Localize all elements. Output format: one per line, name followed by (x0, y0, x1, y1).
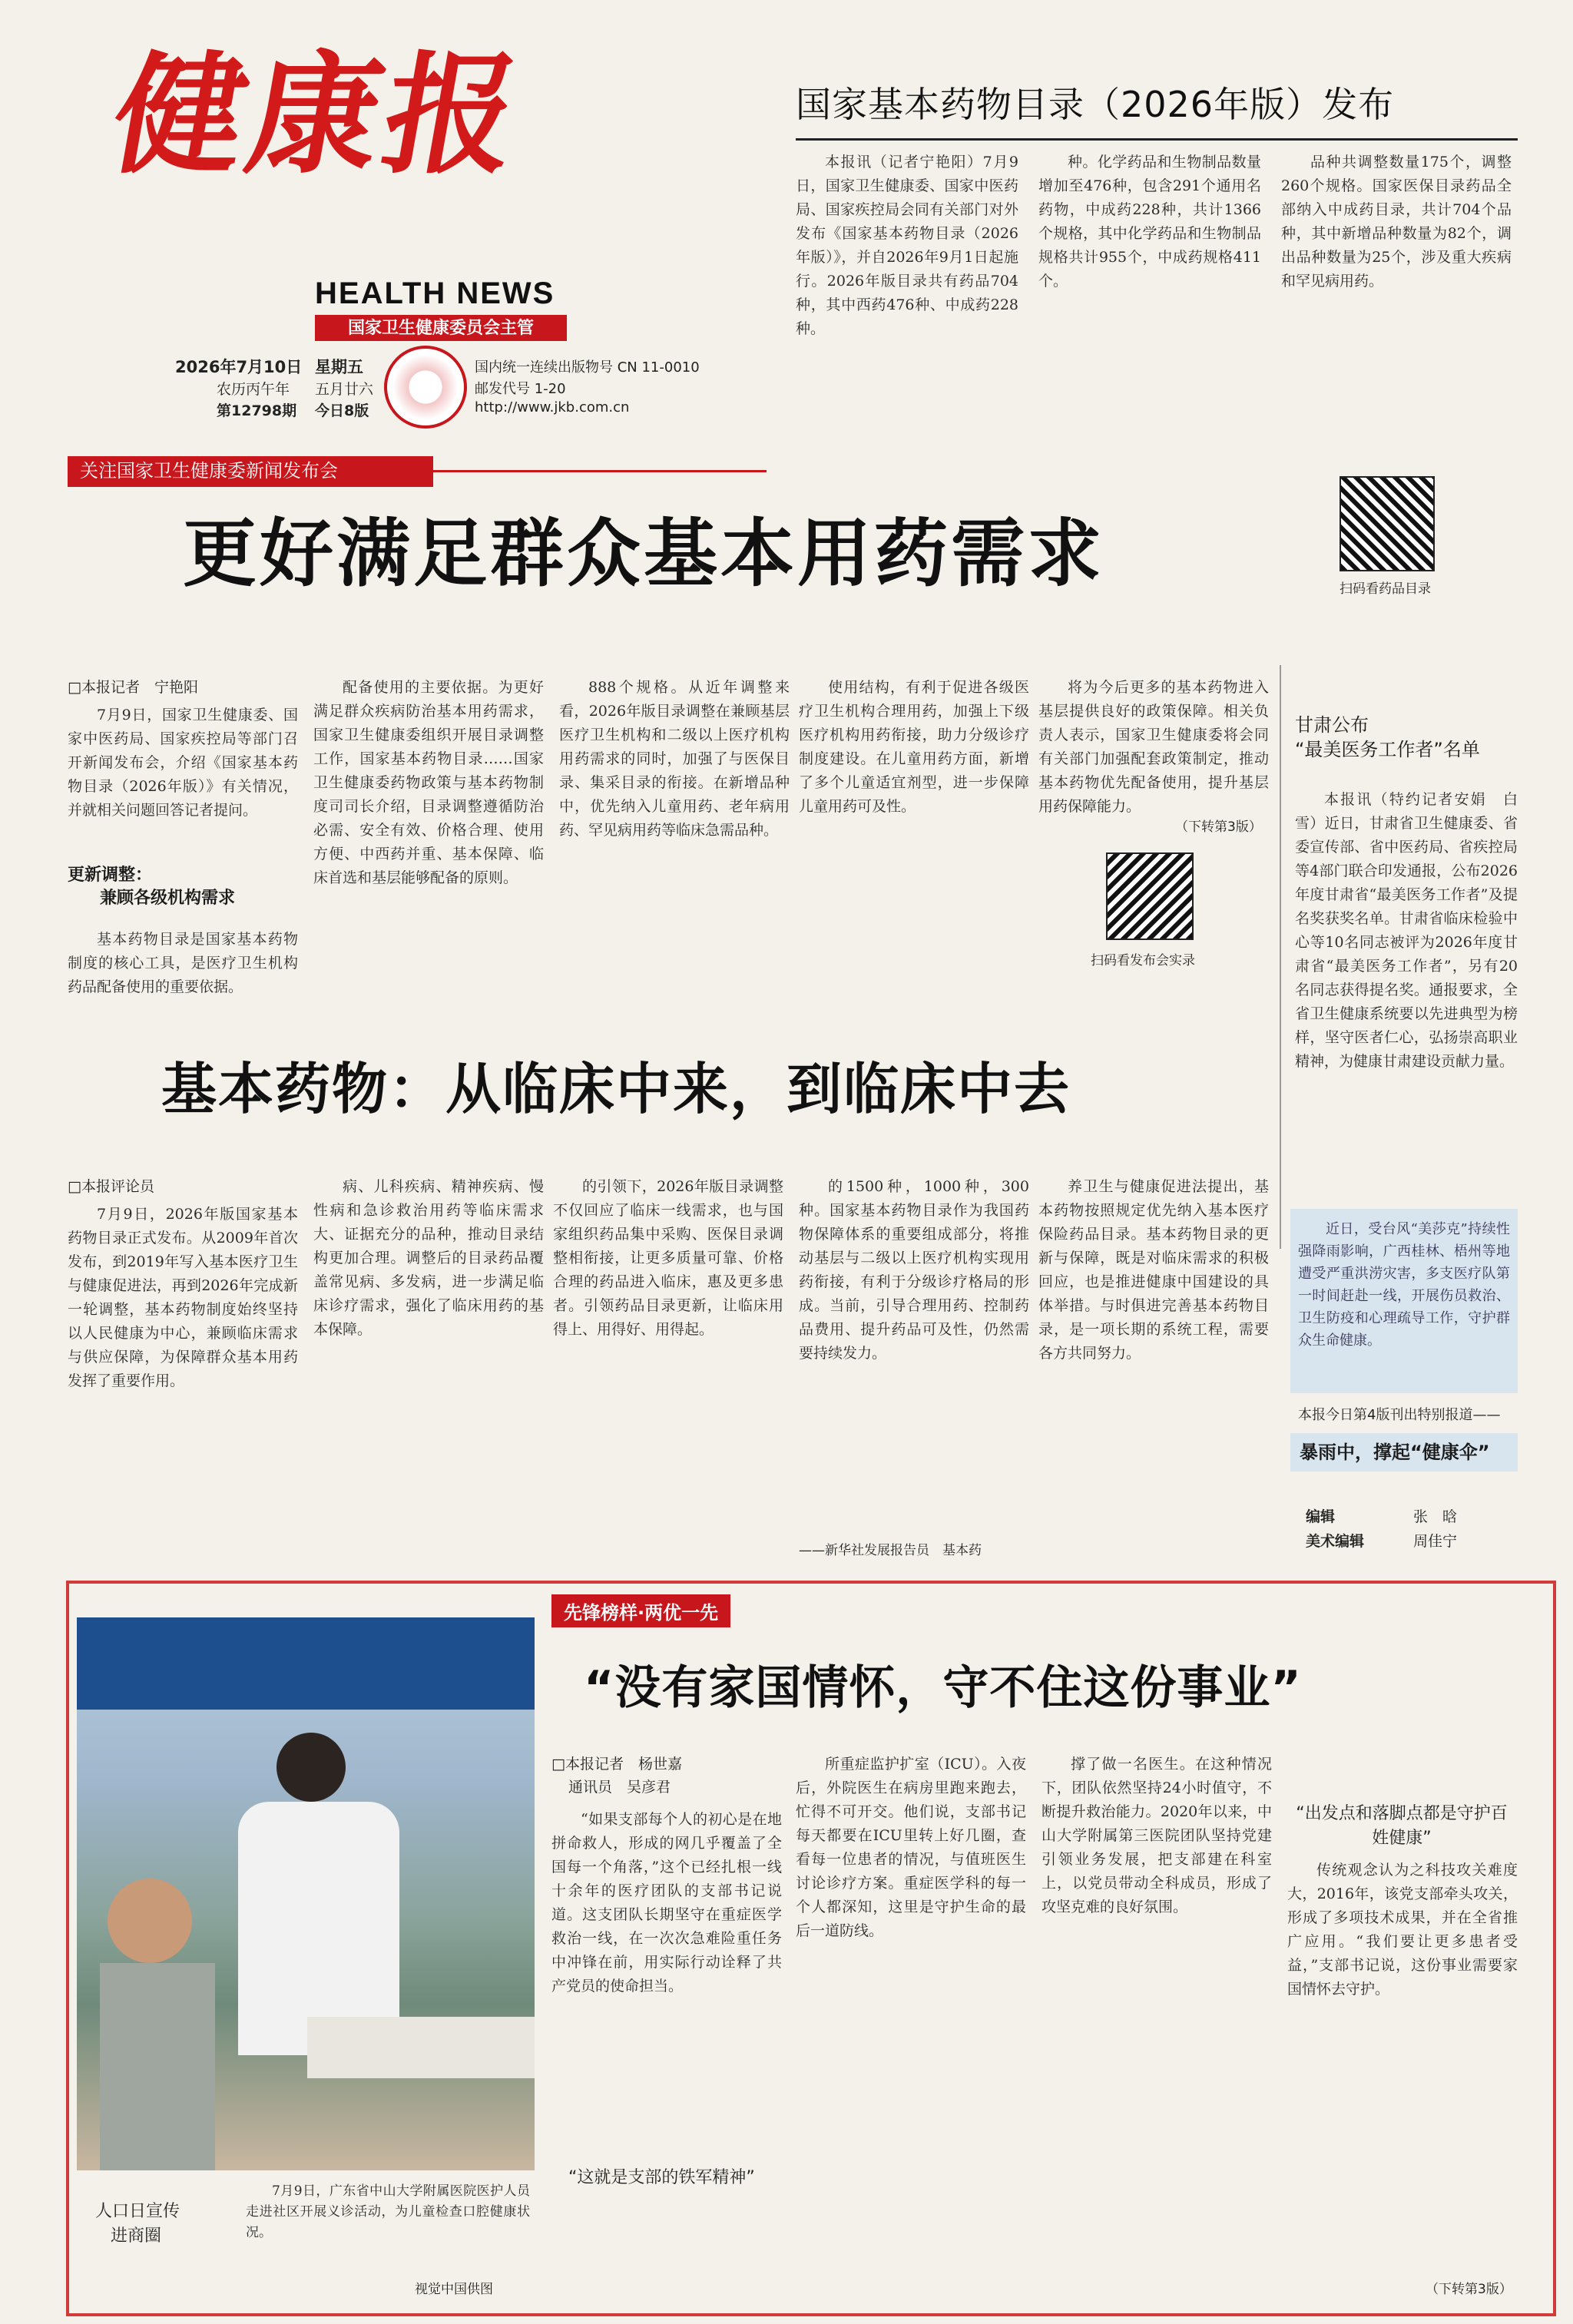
sidebar2-quote: 近日，受台风“美莎克”持续性强降雨影响，广西桂林、梧州等地遭受严重洪涝灾害，多支医疗队第一时间赶赴一线，开展伤员救治、卫生防疫和心理疏导工作，守护群众生命健康。 (1298, 1221, 1510, 1349)
feature-col1: “如果支部每个人的初心是在地拼命救人，形成的网几乎覆盖了全国每一个角落，”这个已经扎根一线十余年的医疗团队的支部书记说道。这支团队长期坚守在重症医学救治一线，在一次次急难险重任务中冲锋在前，用实际行动诠释了共产党员的使命担当。 (551, 1811, 782, 1995)
article2-col1: 7月9日，2026年版国家基本药物目录正式发布。从2009年首次发布，到2019年写入基本医疗卫生与健康促进法，再到2026年完成新一轮调整，基本药物制度始终坚持以人民健康为中心，兼顾临床需求与供应保障，为保障群众基本用药发挥了重要作用。 (68, 1206, 298, 1389)
page-count: 今日8版 (315, 402, 369, 419)
article1-col1b: 基本药物目录是国家基本药物制度的核心工具，是医疗卫生机构药品配备使用的重要依据。 (68, 931, 298, 995)
sidebar2-link[interactable]: 暴雨中，撑起“健康伞” (1290, 1433, 1518, 1472)
article1-col4: 使用结构，有利于促进各级医疗卫生机构合理用药，加强上下级医疗机构用药衔接，助力分级诊疗制度建设。在儿童用药方面，新增了多个儿童适宜剂型，进一步保障儿童用药可及性。 (799, 679, 1029, 815)
sidebar2-quote-box (1290, 1209, 1518, 1393)
lunar-year: 农历丙午年 (217, 381, 290, 398)
doctor-head (277, 1733, 346, 1802)
feature-byline-1: □本报记者 杨世嘉 (551, 1756, 682, 1773)
article2-signoff: ——新华社发展报告员 基本药 (799, 1543, 982, 1558)
article1-continued: （下转第3版） (1175, 819, 1262, 835)
photo-credit: 视觉中国供图 (415, 2282, 493, 2297)
article1-byline: □本报记者 宁艳阳 (68, 679, 198, 696)
website-link[interactable]: http://www.jkb.com.cn (475, 399, 630, 415)
top-story-col2: 种。化学药品和生物制品数量增加至476种，包含291个通用名药物，中成药228种，共计1366个规格，其中化学药品和生物制品规格共计955个，中成药规格411个。 (1038, 154, 1261, 290)
article1-col3: 888个规格。从近年调整来看，2026年版目录调整在兼顾基层医疗卫生机构和二级以上医疗机构用药需求的同时，加强了与医保目录、集采目录的衔接。在新增品种中，优先纳入儿童用药、老年病用药、罕见病用药等临床急需品种。 (559, 679, 790, 839)
proof-label: 美术编辑 (1306, 1533, 1365, 1550)
editor-name: 张 晗 (1413, 1508, 1458, 1525)
feature-continued: （下转第3版） (1426, 2282, 1512, 2297)
top-story-headline: 国家基本药物目录（2026年版）发布 (796, 84, 1395, 125)
article2-col2: 病、儿科疾病、精神疾病、慢性病和急诊救治用药等临床需求大、证据充分的品种，推动目录结构更加合理。调整后的目录药品覆盖常见病、多发病，进一步满足临床诊疗需求，强化了临床用药的基本保障。 (313, 1178, 544, 1338)
sidebar1-body: 本报讯（特约记者安娟 白雪）近日，甘肃省卫生健康委、省委宣传部、省中医药局、省疾控局等4部门联合印发通报，公布2026年度甘肃省“最美医务工作者”及提名奖获奖名单。甘肃省临床检验中心等10名同志被评为2026年度甘肃省“最美医务工作者”，另有20名同志获得提名奖。通报要求，全省卫生健康系统要以先进典型为榜样，坚守医者仁心，弘扬崇高职业精神，为健康甘肃建设贡献力量。 (1295, 791, 1518, 1070)
emblem-icon (384, 346, 467, 429)
article1-col1: 7月9日，国家卫生健康委、国家中医药局、国家疾控局等部门召开新闻发布会，介绍《国家基本药物目录（2026年版）》有关情况，并就相关问题回答记者提问。 (68, 707, 298, 819)
article2-col5: 养卫生与健康促进法提出，基本药物按照规定优先纳入基本医疗保险药品目录。基本药物目录的更新与保障，既是对临床需求的积极回应，也是推进健康中国建设的具体举措。与时俱进完善基本药物目录，是一项长期的系统工程，需要各方共同努力。 (1038, 1178, 1269, 1362)
top-story-col1: 本报讯（记者宁艳阳）7月9日，国家卫生健康委、国家中医药局、国家疾控局会同有关部门对外发布《国家基本药物目录（2026年版）》，并自2026年9月1日起施行。2026年版目录共有药品704种，其中西药476种、中成药228种。 (796, 154, 1018, 337)
qr-caption-2: 扫码看发布会实录 (1091, 953, 1195, 968)
feature-col2: 所重症监护扩室（ICU）。入夜后，外院医生在病房里跑来跑去，忙得不可开交。他们说，支部书记每天都要在ICU里转上好几圈，查看每一位患者的情况，与值班医生讨论诊疗方案。重症医学科的每一个人都深知，这里是守护生命的最后一道防线。 (796, 1756, 1026, 1939)
feature-subhead-1: “出发点和落脚点都是守护百姓健康” (1296, 1804, 1508, 1848)
sidebar1-title2: “最美医务工作者”名单 (1295, 739, 1480, 760)
feature-col4: 传统观念认为之科技攻关难度大，2016年，该党支部牵头攻关，形成了多项技术成果，并在全省推广应用。“我们要让更多患者受益，”支部书记说，这份事业需要家国情怀去守护。 (1287, 1862, 1518, 1998)
cn-number: 国内统一连续出版物号 CN 11-0010 (475, 359, 700, 376)
masthead-logo: 健康报 (101, 38, 535, 192)
article2-col4: 的1500种，1000种，300种。国家基本药物目录作为我国药物保障体系的重要组成部分，将推动基层与二级以上医疗机构实现用药衔接，有利于分级诊疗格局的形成。当前，引导合理用药、控制药品费用、提升药品可及性，仍然需要持续发力。 (799, 1178, 1029, 1362)
section-bar: 关注国家卫生健康委新闻发布会 (68, 456, 433, 487)
article1-col2: 配备使用的主要依据。为更好满足群众疾病防治基本用药需求，国家卫生健康委组织开展目录调整工作，国家基本药物目录……国家卫生健康委药物政策与基本药物制度司司长介绍，目录调整遵循防治必需、安全有效、价格合理、使用方便、中西药并重、基本保障、临床首选和基层能够配备的原则。 (313, 679, 544, 886)
article2-byline: □本报评论员 (68, 1178, 154, 1195)
masthead-sponsor: 国家卫生健康委员会主管 (315, 315, 567, 341)
article1-subhead2: 兼顾各级机构需求 (100, 889, 236, 908)
top-story-rule (796, 138, 1518, 141)
column-divider (1280, 665, 1281, 1249)
tent-canopy (77, 1617, 535, 1710)
issue-number: 第12798期 (217, 402, 297, 419)
child-head (108, 1879, 192, 1963)
lunar-day: 五月廿六 (315, 381, 374, 398)
photo-caption: 7月9日，广东省中山大学附属医院医护人员走进社区开展义诊活动，为儿童检查口腔健康状况。 (246, 2183, 530, 2240)
editor-label: 编辑 (1306, 1508, 1336, 1525)
table (307, 2017, 535, 2078)
feature-byline-2: 通讯员 吴彦君 (568, 1779, 671, 1796)
issue-weekday: 星期五 (315, 358, 363, 376)
headline-2: 基本药物：从临床中来，到临床中去 (161, 1057, 1071, 1121)
issue-date: 2026年7月10日 (175, 358, 303, 376)
post-code: 邮发代号 1-20 (475, 381, 566, 397)
masthead (101, 38, 561, 292)
qr-caption: 扫码看药品目录 (1340, 581, 1431, 597)
feature-col3: 撑了做一名医生。在这种情况下，团队依然坚持24小时值守，不断提升救治能力。2020年以来，中山大学附属第三医院团队坚持党建引领业务发展，把支部建在科室上，以党员带动全科成员，形成了攻坚克难的良好氛围。 (1041, 1756, 1272, 1915)
feature-photo (77, 1617, 535, 2170)
feature-tag: 先锋榜样·两优一先 (551, 1594, 730, 1627)
child-body (100, 1963, 215, 2170)
feature-headline: “没有家国情怀，守不住这份事业” (584, 1661, 1302, 1715)
photo-label-2: 进商圈 (111, 2226, 162, 2246)
article1-col5: 将为今后更多的基本药物进入基层提供良好的政策保障。相关负责人表示，国家卫生健康委将会同有关部门加强配套政策制定，推动基本药物优先配备使用，提升基层用药保障能力。 (1038, 679, 1269, 815)
photo-label-1: 人口日宣传 (95, 2202, 180, 2221)
article1-subhead1: 更新调整： (68, 866, 153, 885)
sidebar2-note: 本报今日第4版刊出特别报道—— (1298, 1407, 1501, 1423)
main-headline: 更好满足群众基本用药需求 (183, 511, 1104, 597)
qr-code-icon[interactable] (1106, 852, 1194, 940)
feature-subhead-2: “这就是支部的铁军精神” (568, 2168, 755, 2187)
qr-code-icon[interactable] (1340, 476, 1435, 571)
top-story-col3: 品种共调整数量175个，调整260个规格。国家医保目录药品全部纳入中成药目录，共计704个品种，其中新增品种数量为82个，调出品种数量为25个，涉及重大疾病和罕见病用药。 (1281, 154, 1512, 290)
masthead-english: HEALTH NEWS (315, 276, 555, 310)
proof-name: 周佳宁 (1413, 1533, 1458, 1550)
section-bar-rule (421, 470, 767, 472)
article2-col3: 的引领下，2026年版目录调整不仅回应了临床一线需求，也与国家组织药品集中采购、医保目录调整相衔接，让更多质量可靠、价格合理的药品进入临床，惠及更多患者。引领药品目录更新，让临床用得上、用得好、用得起。 (553, 1178, 783, 1338)
sidebar1-title1: 甘肃公布 (1295, 714, 1369, 736)
